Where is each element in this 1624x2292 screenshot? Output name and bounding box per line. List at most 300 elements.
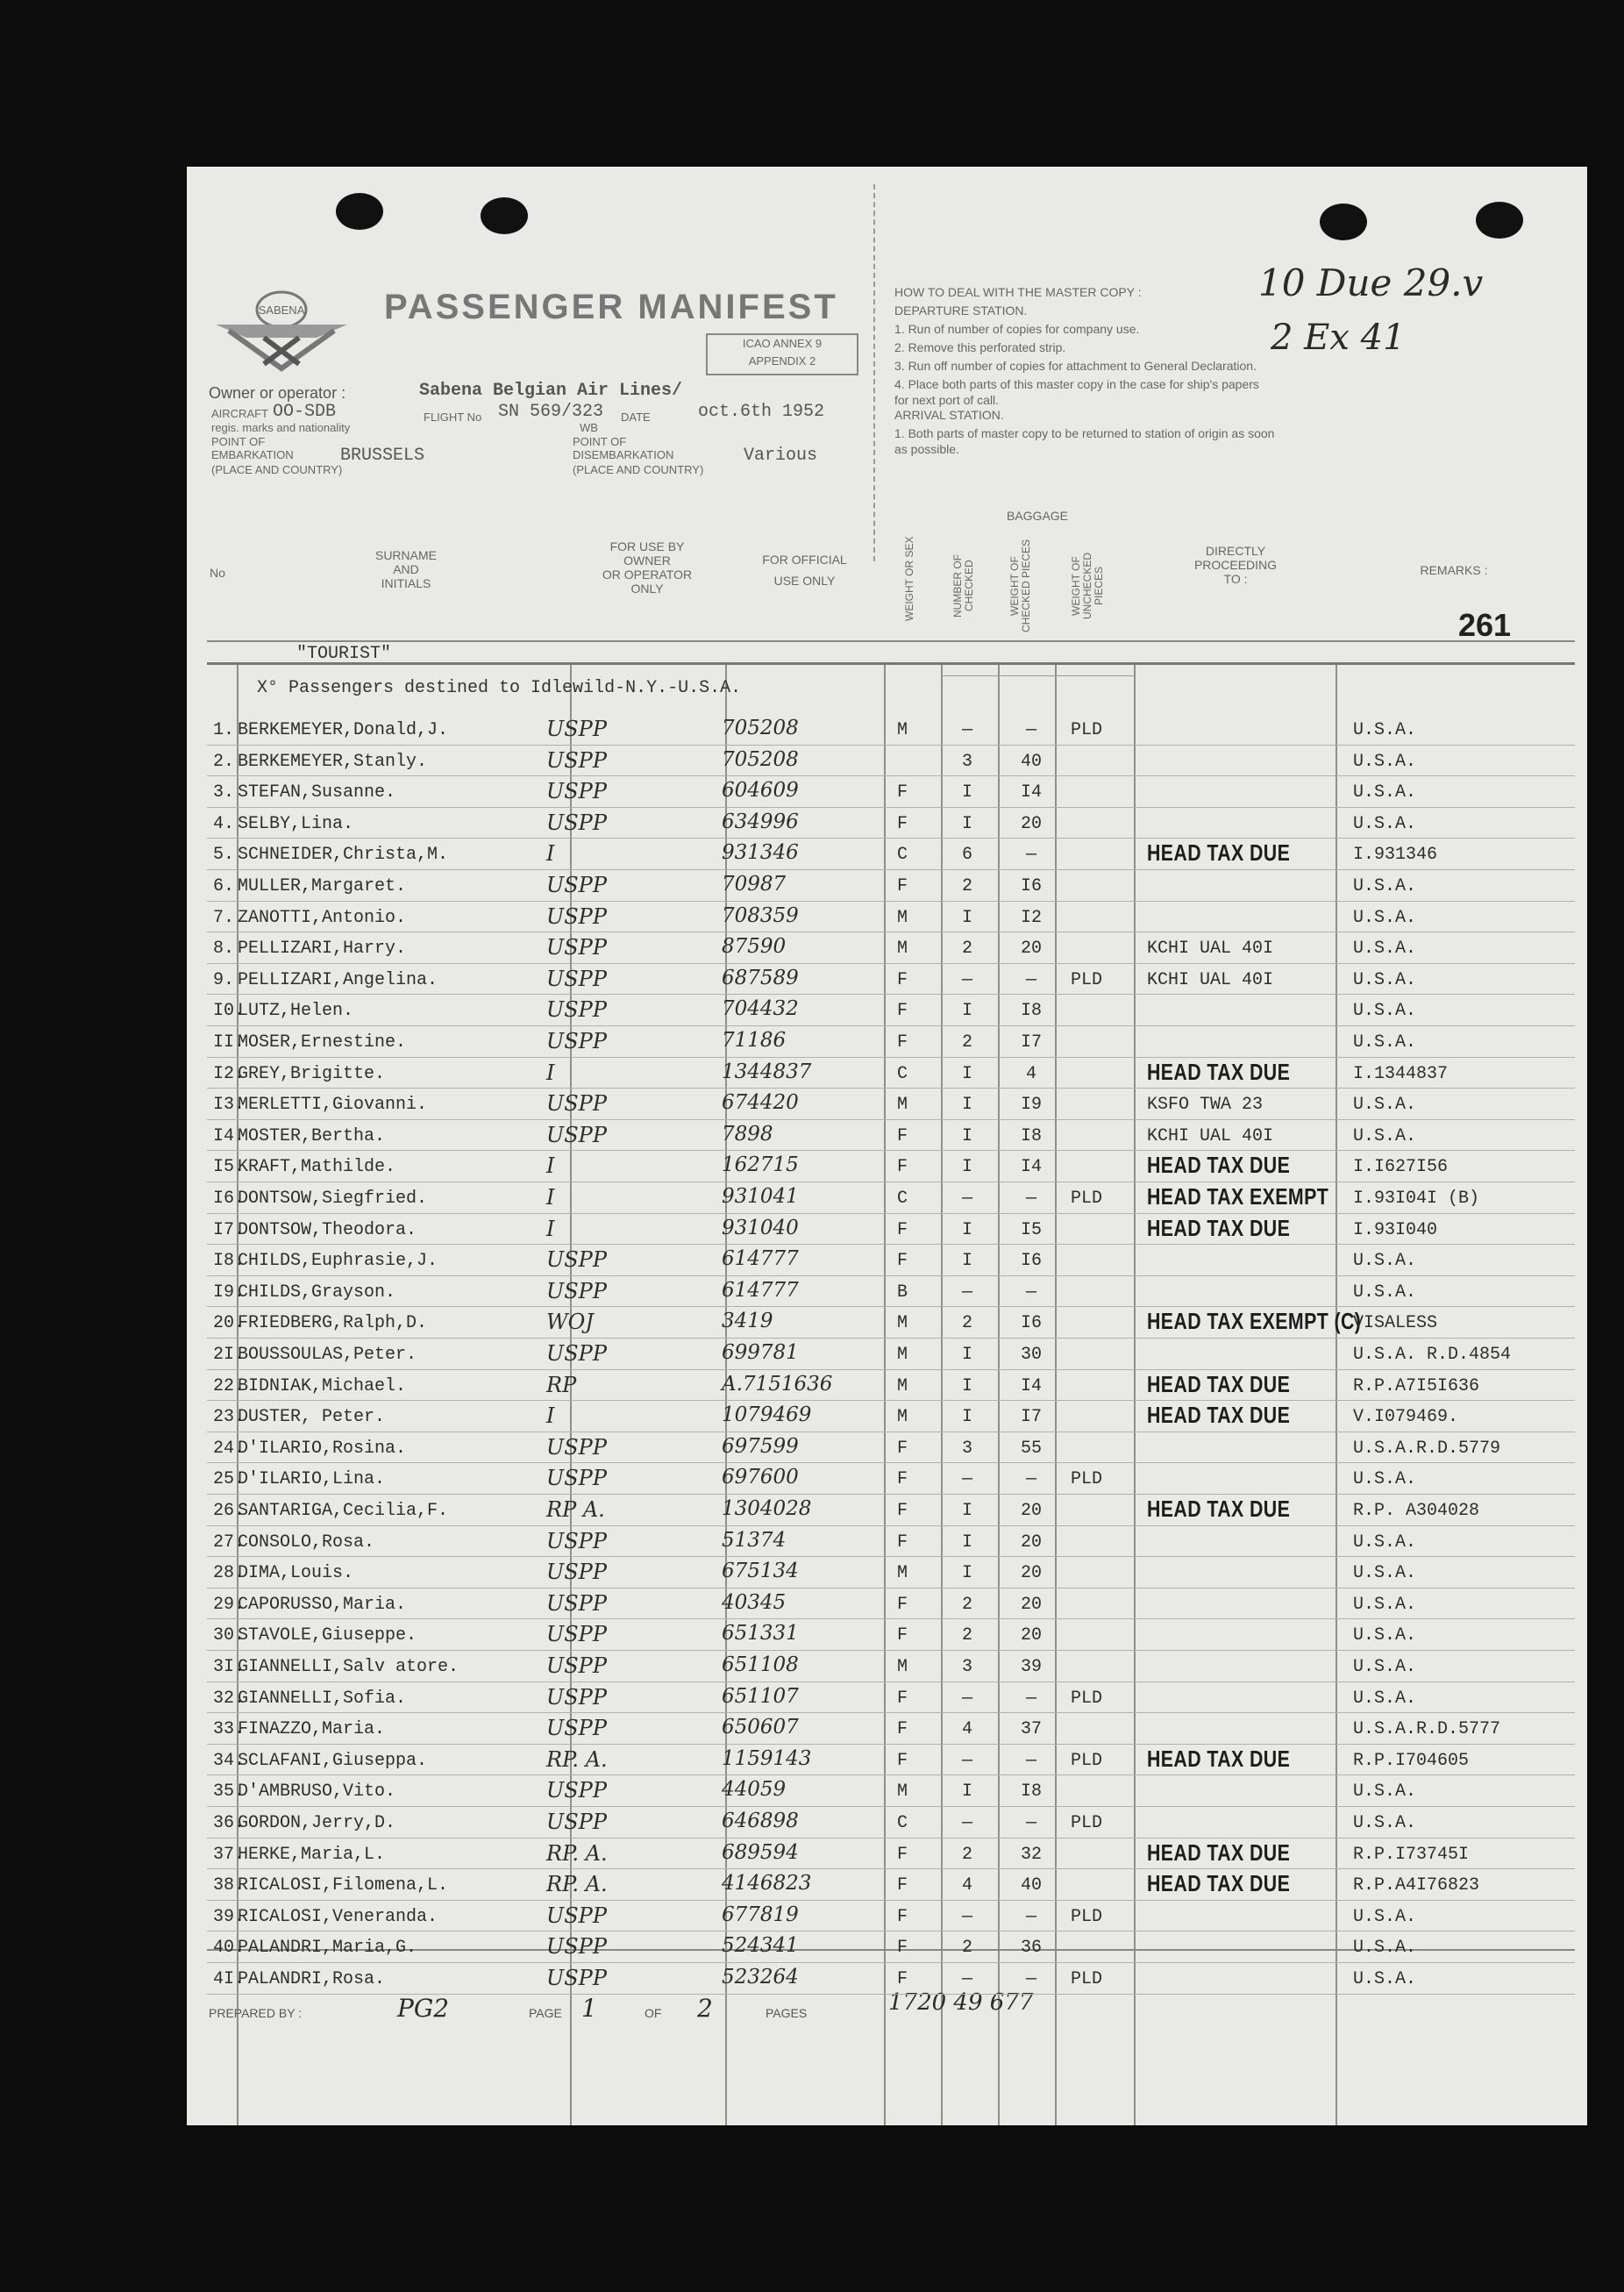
checked-weight: — [1025,969,1036,990]
aircraft-value: OO-SDB [273,402,337,422]
row-number: 25. [213,1469,246,1490]
owner-doc: USPP [546,1122,607,1147]
official-number: 677819 [722,1903,799,1926]
page-label: PAGE [529,2006,562,2020]
official-number: 523264 [722,1966,799,1989]
row-number: 8. [213,939,235,960]
table-row [187,1808,1587,1839]
row-rule [207,1057,1575,1058]
perforation-line [873,184,875,561]
row-number: 36. [213,1813,246,1833]
official-number: 674420 [722,1091,799,1115]
official-number: 931041 [722,1185,799,1208]
remarks: I.I627I56 [1353,1157,1449,1178]
official-number: 604609 [722,779,799,803]
weight-or-sex: F [897,1906,908,1927]
weight-or-sex: F [897,1719,908,1740]
owner-doc: USPP [546,1278,607,1303]
checked-count: I [961,907,972,928]
remarks: U.S.A.R.D.5777 [1353,1719,1501,1740]
checked-count: 2 [961,1844,972,1865]
checked-count: — [961,1906,972,1927]
official-number: 1159143 [722,1746,812,1770]
passenger-name: PELLIZARI,Harry. [238,939,407,960]
remarks: U.S.A. [1353,1251,1417,1272]
col-no: No [210,566,225,580]
proceeding-to: HEAD TAX DUE [1147,1152,1291,1179]
icao-line: APPENDIX 2 [748,354,816,368]
passenger-name: D'ILARIO,Lina. [238,1469,386,1490]
proceeding-to: HEAD TAX DUE [1147,1745,1291,1772]
passenger-name: SCLAFANI,Giuseppa. [238,1750,428,1771]
checked-count: — [961,1688,972,1709]
official-number: 614777 [722,1278,799,1302]
weight-or-sex: M [897,1407,908,1428]
passenger-name: DUSTER, Peter. [238,1407,386,1428]
table-row [187,1932,1587,1964]
official-number: 4146823 [722,1872,812,1896]
weight-or-sex: F [897,1251,908,1272]
row-number: 28. [213,1563,246,1584]
owner-doc: USPP [546,1622,607,1647]
owner-doc: USPP [546,997,607,1023]
col-directly [1138,544,1333,586]
sabena-logo [211,285,352,373]
remarks: R.P. A304028 [1353,1501,1480,1521]
instructions-step: 4. Place both parts of this master copy in the case for ship's papers [894,377,1259,391]
passenger-name: PALANDRI,Maria,G. [238,1938,417,1959]
weight-or-sex: M [897,1313,908,1334]
proceeding-to: KCHI UAL 40I [1147,969,1274,990]
table-row [187,1558,1587,1589]
official-number: 675134 [722,1560,799,1583]
row-rule [207,869,1575,870]
instructions-arrival: ARRIVAL STATION. [894,408,1004,422]
row-number: II. [213,1032,246,1053]
passenger-name: FINAZZO,Maria. [238,1719,386,1740]
proceeding-to: HEAD TAX EXEMPT [1147,1183,1329,1210]
weight-or-sex: M [897,720,908,740]
table-row [187,1215,1587,1246]
form-title: PASSENGER MANIFEST [384,288,838,326]
weight-or-sex: F [897,1844,908,1865]
passenger-name: DONTSOW,Siegfried. [238,1189,428,1209]
row-rule [207,1618,1575,1619]
checked-weight: I4 [1020,1157,1042,1178]
table-row [187,1620,1587,1652]
checked-weight: 20 [1020,1501,1042,1521]
remarks: U.S.A.R.D.5779 [1353,1438,1501,1459]
row-number: 27. [213,1532,246,1553]
unchecked-weight: PLD [1071,720,1103,740]
official-number: 614777 [722,1247,799,1271]
checked-count: 2 [961,1313,972,1334]
section-note: X° Passengers destined to Idlewild-N.Y.-U.S.A. [257,678,742,698]
weight-or-sex: M [897,1563,908,1584]
embark-sub: (PLACE AND COUNTRY) [211,463,343,476]
row-rule [207,1150,1575,1151]
row-number: I3. [213,1095,246,1116]
remarks: U.S.A. [1353,1469,1417,1490]
instructions-step: for next port of call. [894,393,1000,407]
col-owner-use [573,539,722,596]
official-number: 931040 [722,1216,799,1239]
col-official-use [728,553,881,588]
manifest-sheet [187,167,1587,2125]
unchecked-weight: PLD [1071,1969,1103,1989]
checked-weight: 40 [1020,1875,1042,1896]
official-number: 87590 [722,935,787,959]
passenger-name: CAPORUSSO,Maria. [238,1594,407,1615]
row-number: I0. [213,1001,246,1022]
col-directly-line: DIRECTLY [1205,544,1266,558]
unchecked-weight: PLD [1071,1750,1103,1771]
row-number: 4I. [213,1969,246,1989]
passenger-name: KRAFT,Mathilde. [238,1157,396,1178]
handwritten-note: 2 Ex 41 [1271,318,1406,358]
official-number: 699781 [722,1341,799,1364]
weight-or-sex: F [897,1125,908,1146]
official-number: 697600 [722,1466,799,1489]
table-row [187,1246,1587,1277]
row-rule [207,1774,1575,1775]
remarks: U.S.A. [1353,1781,1417,1803]
of-value: 2 [697,1994,713,2023]
official-number: 651108 [722,1653,799,1676]
checked-count: 6 [961,845,972,866]
remarks: U.S.A. R.D.4854 [1353,1345,1512,1365]
official-number: 697599 [722,1434,799,1458]
table-row [187,933,1587,965]
remarks: VISALESS [1353,1313,1438,1334]
row-number: 23. [213,1407,246,1428]
owner-doc: USPP [546,1903,607,1928]
official-number: 40345 [722,1590,787,1614]
checked-weight: 20 [1020,939,1042,960]
row-number: 1. [213,720,235,740]
remarks: U.S.A. [1353,1032,1417,1053]
remarks: R.P.I73745I [1353,1844,1470,1865]
row-rule [207,994,1575,995]
owner-doc: USPP [546,1528,607,1553]
table-row [187,1027,1587,1059]
table-row [187,1714,1587,1746]
row-number: 35. [213,1781,246,1803]
owner-doc: USPP [546,1466,607,1491]
official-number: 705208 [722,747,799,771]
table-top-rule [207,662,1575,665]
checked-weight: I6 [1020,1313,1042,1334]
official-number: 646898 [722,1810,799,1832]
remarks: U.S.A. [1353,1125,1417,1146]
official-number: 651331 [722,1622,799,1646]
passenger-name: RICALOSI,Veneranda. [238,1906,438,1927]
row-number: 34. [213,1750,246,1771]
remarks: R.P.I704605 [1353,1750,1470,1771]
checked-weight: — [1025,720,1036,740]
table-row [187,1059,1587,1090]
weight-or-sex: F [897,1438,908,1459]
passenger-name: SANTARIGA,Cecilia,F. [238,1501,449,1521]
row-rule [207,1994,1575,1995]
owner-doc: USPP [546,873,607,897]
checked-count: I [961,1219,972,1240]
weight-or-sex: F [897,969,908,990]
proceeding-to: HEAD TAX DUE [1147,1402,1291,1429]
pages-label: PAGES [766,2006,808,2020]
checked-weight: 20 [1020,1594,1042,1615]
checked-weight: — [1025,1469,1036,1490]
page-value: 1 [581,1994,597,2023]
row-rule [207,1525,1575,1526]
col-weight-or-sex: WEIGHT OR SEX [903,536,915,622]
passenger-name: MERLETTI,Giovanni. [238,1095,428,1116]
passenger-name: SELBY,Lina. [238,813,354,834]
row-rule [207,1400,1575,1401]
weight-or-sex: F [897,1875,908,1896]
table-row [187,1652,1587,1683]
weight-or-sex: M [897,1345,908,1365]
owner-doc: USPP [546,1560,607,1585]
proceeding-to: HEAD TAX DUE [1147,1496,1291,1522]
table-row [187,1527,1587,1559]
table-row [187,1152,1587,1183]
prepared-label: PREPARED BY : [209,2006,303,2020]
flight-sub: WB [580,421,598,434]
checked-weight: I9 [1020,1095,1042,1116]
official-number: 704432 [722,997,799,1021]
owner-doc: USPP [546,810,607,835]
row-number: 29. [213,1594,246,1615]
checked-weight: I7 [1020,1407,1042,1428]
weight-or-sex: F [897,876,908,896]
remarks: U.S.A. [1353,1095,1417,1116]
row-number: 3I. [213,1657,246,1677]
row-number: 3. [213,782,235,803]
instructions-step: 1. Both parts of master copy to be returned to station of origin as soon [894,426,1275,440]
checked-weight: — [1025,1969,1036,1989]
owner-doc: USPP [546,1778,607,1803]
checked-count: I [961,1501,972,1521]
row-rule [207,1338,1575,1339]
checked-weight: I4 [1020,782,1042,803]
remarks: U.S.A. [1353,782,1417,803]
checked-weight: I2 [1020,907,1042,928]
passenger-name: CHILDS,Grayson. [238,1282,396,1303]
row-number: 24. [213,1438,246,1459]
row-rule [207,1556,1575,1557]
official-number: 651107 [722,1684,799,1708]
unchecked-weight: PLD [1071,969,1103,990]
weight-or-sex: M [897,907,908,928]
row-rule [207,1900,1575,1901]
checked-weight: I6 [1020,1251,1042,1272]
official-number: 687589 [722,966,799,989]
col-owner-line: FOR USE BY [609,539,685,553]
disembark-label: POINT OF DISEMBARKATION [573,435,674,461]
official-number: 51374 [722,1528,787,1552]
instructions-heading: HOW TO DEAL WITH THE MASTER COPY : [894,285,1142,299]
row-rule [207,838,1575,839]
checked-count: I [961,1563,972,1584]
owner-doc: I [546,1403,555,1429]
row-number: 2. [213,751,235,772]
checked-weight: I7 [1020,1032,1042,1053]
row-number: 4. [213,813,235,834]
section-label: "TOURIST" [296,644,392,664]
row-rule [207,1025,1575,1026]
checked-count: 2 [961,876,972,896]
official-number: 71186 [722,1029,787,1052]
flight-value: SN 569/323 [498,402,604,422]
weight-or-sex: B [897,1282,908,1303]
remarks: I.1344837 [1353,1063,1449,1084]
checked-weight: 4 [1025,1063,1036,1084]
checked-weight: — [1025,1750,1036,1771]
unchecked-weight: PLD [1071,1469,1103,1490]
instructions-departure: DEPARTURE STATION. [894,303,1028,318]
checked-count: I [961,1345,972,1365]
table-row [187,1870,1587,1902]
checked-weight: 20 [1020,1563,1042,1584]
col-remarks: REMARKS : [1420,563,1488,577]
owner-doc: RP A. [546,1497,605,1522]
official-number: 650607 [722,1716,799,1739]
weight-or-sex: F [897,1219,908,1240]
weight-or-sex: F [897,1688,908,1709]
row-rule [207,1088,1575,1089]
row-number: 9. [213,969,235,990]
row-number: 6. [213,876,235,896]
handwritten-note: 10 Due 29.v [1258,261,1484,304]
weight-or-sex: F [897,1032,908,1053]
checked-count: — [961,1969,972,1989]
col-weight-checked: WEIGHT OF CHECKED PIECES [1008,539,1032,633]
passenger-name: DIMA,Louis. [238,1563,354,1584]
remarks: U.S.A. [1353,876,1417,896]
passenger-name: GIANNELLI,Sofia. [238,1688,407,1709]
passenger-name: HERKE,Maria,L. [238,1844,386,1865]
owner-doc: USPP [546,1966,607,1990]
owner-doc: I [546,841,555,867]
row-number: 22. [213,1375,246,1396]
instructions-step: 3. Run off number of copies for attachment to General Declaration. [894,359,1257,373]
punch-hole [1320,203,1367,240]
checked-count: I [961,813,972,834]
official-number: 931346 [722,841,799,865]
remarks: R.P.A4I76823 [1353,1875,1480,1896]
weight-or-sex: F [897,1469,908,1490]
owner-doc: USPP [546,935,607,960]
weight-or-sex: C [897,1189,908,1209]
checked-weight: 30 [1020,1345,1042,1365]
owner-doc: I [546,1216,555,1241]
aircraft-label: AIRCRAFT [211,407,268,420]
row-rule [207,775,1575,776]
proceeding-to: HEAD TAX DUE [1147,1370,1291,1397]
row-rule [207,1650,1575,1651]
official-number: 44059 [722,1778,787,1802]
row-number: 37. [213,1844,246,1865]
remarks: U.S.A. [1353,939,1417,960]
official-number: 1079469 [722,1403,812,1427]
checked-count: I [961,782,972,803]
page-number-stamp: 261 [1458,607,1512,643]
unchecked-weight: PLD [1071,1906,1103,1927]
weight-or-sex: M [897,1375,908,1396]
remarks: U.S.A. [1353,813,1417,834]
table-row [187,809,1587,840]
instructions [894,283,1482,455]
date-label: DATE [621,411,651,424]
col-baggage: BAGGAGE [1006,509,1069,523]
table-row [187,1902,1587,1933]
checked-count: 3 [961,1438,972,1459]
remarks: V.I079469. [1353,1407,1459,1428]
instructions-step: as possible. [894,442,959,456]
checked-weight: I8 [1020,1781,1042,1803]
row-rule [207,1962,1575,1963]
checked-count: 2 [961,1938,972,1959]
checked-count: 3 [961,1657,972,1677]
row-rule [207,1462,1575,1463]
official-number: 70987 [722,873,787,896]
weight-or-sex: M [897,1657,908,1677]
passenger-name: MOSER,Ernestine. [238,1032,407,1053]
passenger-name: PALANDRI,Rosa. [238,1969,386,1989]
remarks: U.S.A. [1353,1688,1417,1709]
weight-or-sex: F [897,813,908,834]
owner-doc: USPP [546,1590,607,1616]
remarks: I.93I040 [1353,1219,1438,1240]
table-row [187,1839,1587,1871]
punch-hole [336,193,383,230]
col-name-line: SURNAME [374,548,437,562]
checked-count: I [961,1001,972,1022]
weight-or-sex: C [897,845,908,866]
unchecked-weight: PLD [1071,1813,1103,1833]
table-row [187,1402,1587,1433]
table-row [187,1089,1587,1121]
proceeding-to: HEAD TAX DUE [1147,839,1291,867]
weight-or-sex: F [897,1969,908,1989]
passenger-name: GORDON,Jerry,D. [238,1813,396,1833]
owner-doc: I [546,1060,555,1085]
official-number: 1304028 [722,1497,812,1520]
checked-count: I [961,1407,972,1428]
checked-weight: I5 [1020,1219,1042,1240]
aircraft-sub: regis. marks and nationality [211,421,351,434]
official-number: 1344837 [722,1060,812,1083]
remarks: I.93I04I (B) [1353,1189,1480,1209]
remarks: U.S.A. [1353,1563,1417,1584]
table-row [187,1776,1587,1808]
checked-weight: I6 [1020,876,1042,896]
checked-count: — [961,969,972,990]
checked-weight: 36 [1020,1938,1042,1959]
col-owner-line: ONLY [630,582,664,596]
passenger-name: GIANNELLI,Salv atore. [238,1657,459,1677]
row-rule [207,1119,1575,1120]
checked-count: — [961,1469,972,1490]
checked-weight: — [1025,1282,1036,1303]
baggage-totals: 1720 49 677 [888,1989,1034,2016]
passenger-name: BIDNIAK,Michael. [238,1375,407,1396]
col-name-line: AND [393,562,419,576]
passenger-name: DONTSOW,Theodora. [238,1219,417,1240]
official-number: A.7151636 [722,1372,833,1396]
passenger-name: CHILDS,Euphrasie,J. [238,1251,438,1272]
